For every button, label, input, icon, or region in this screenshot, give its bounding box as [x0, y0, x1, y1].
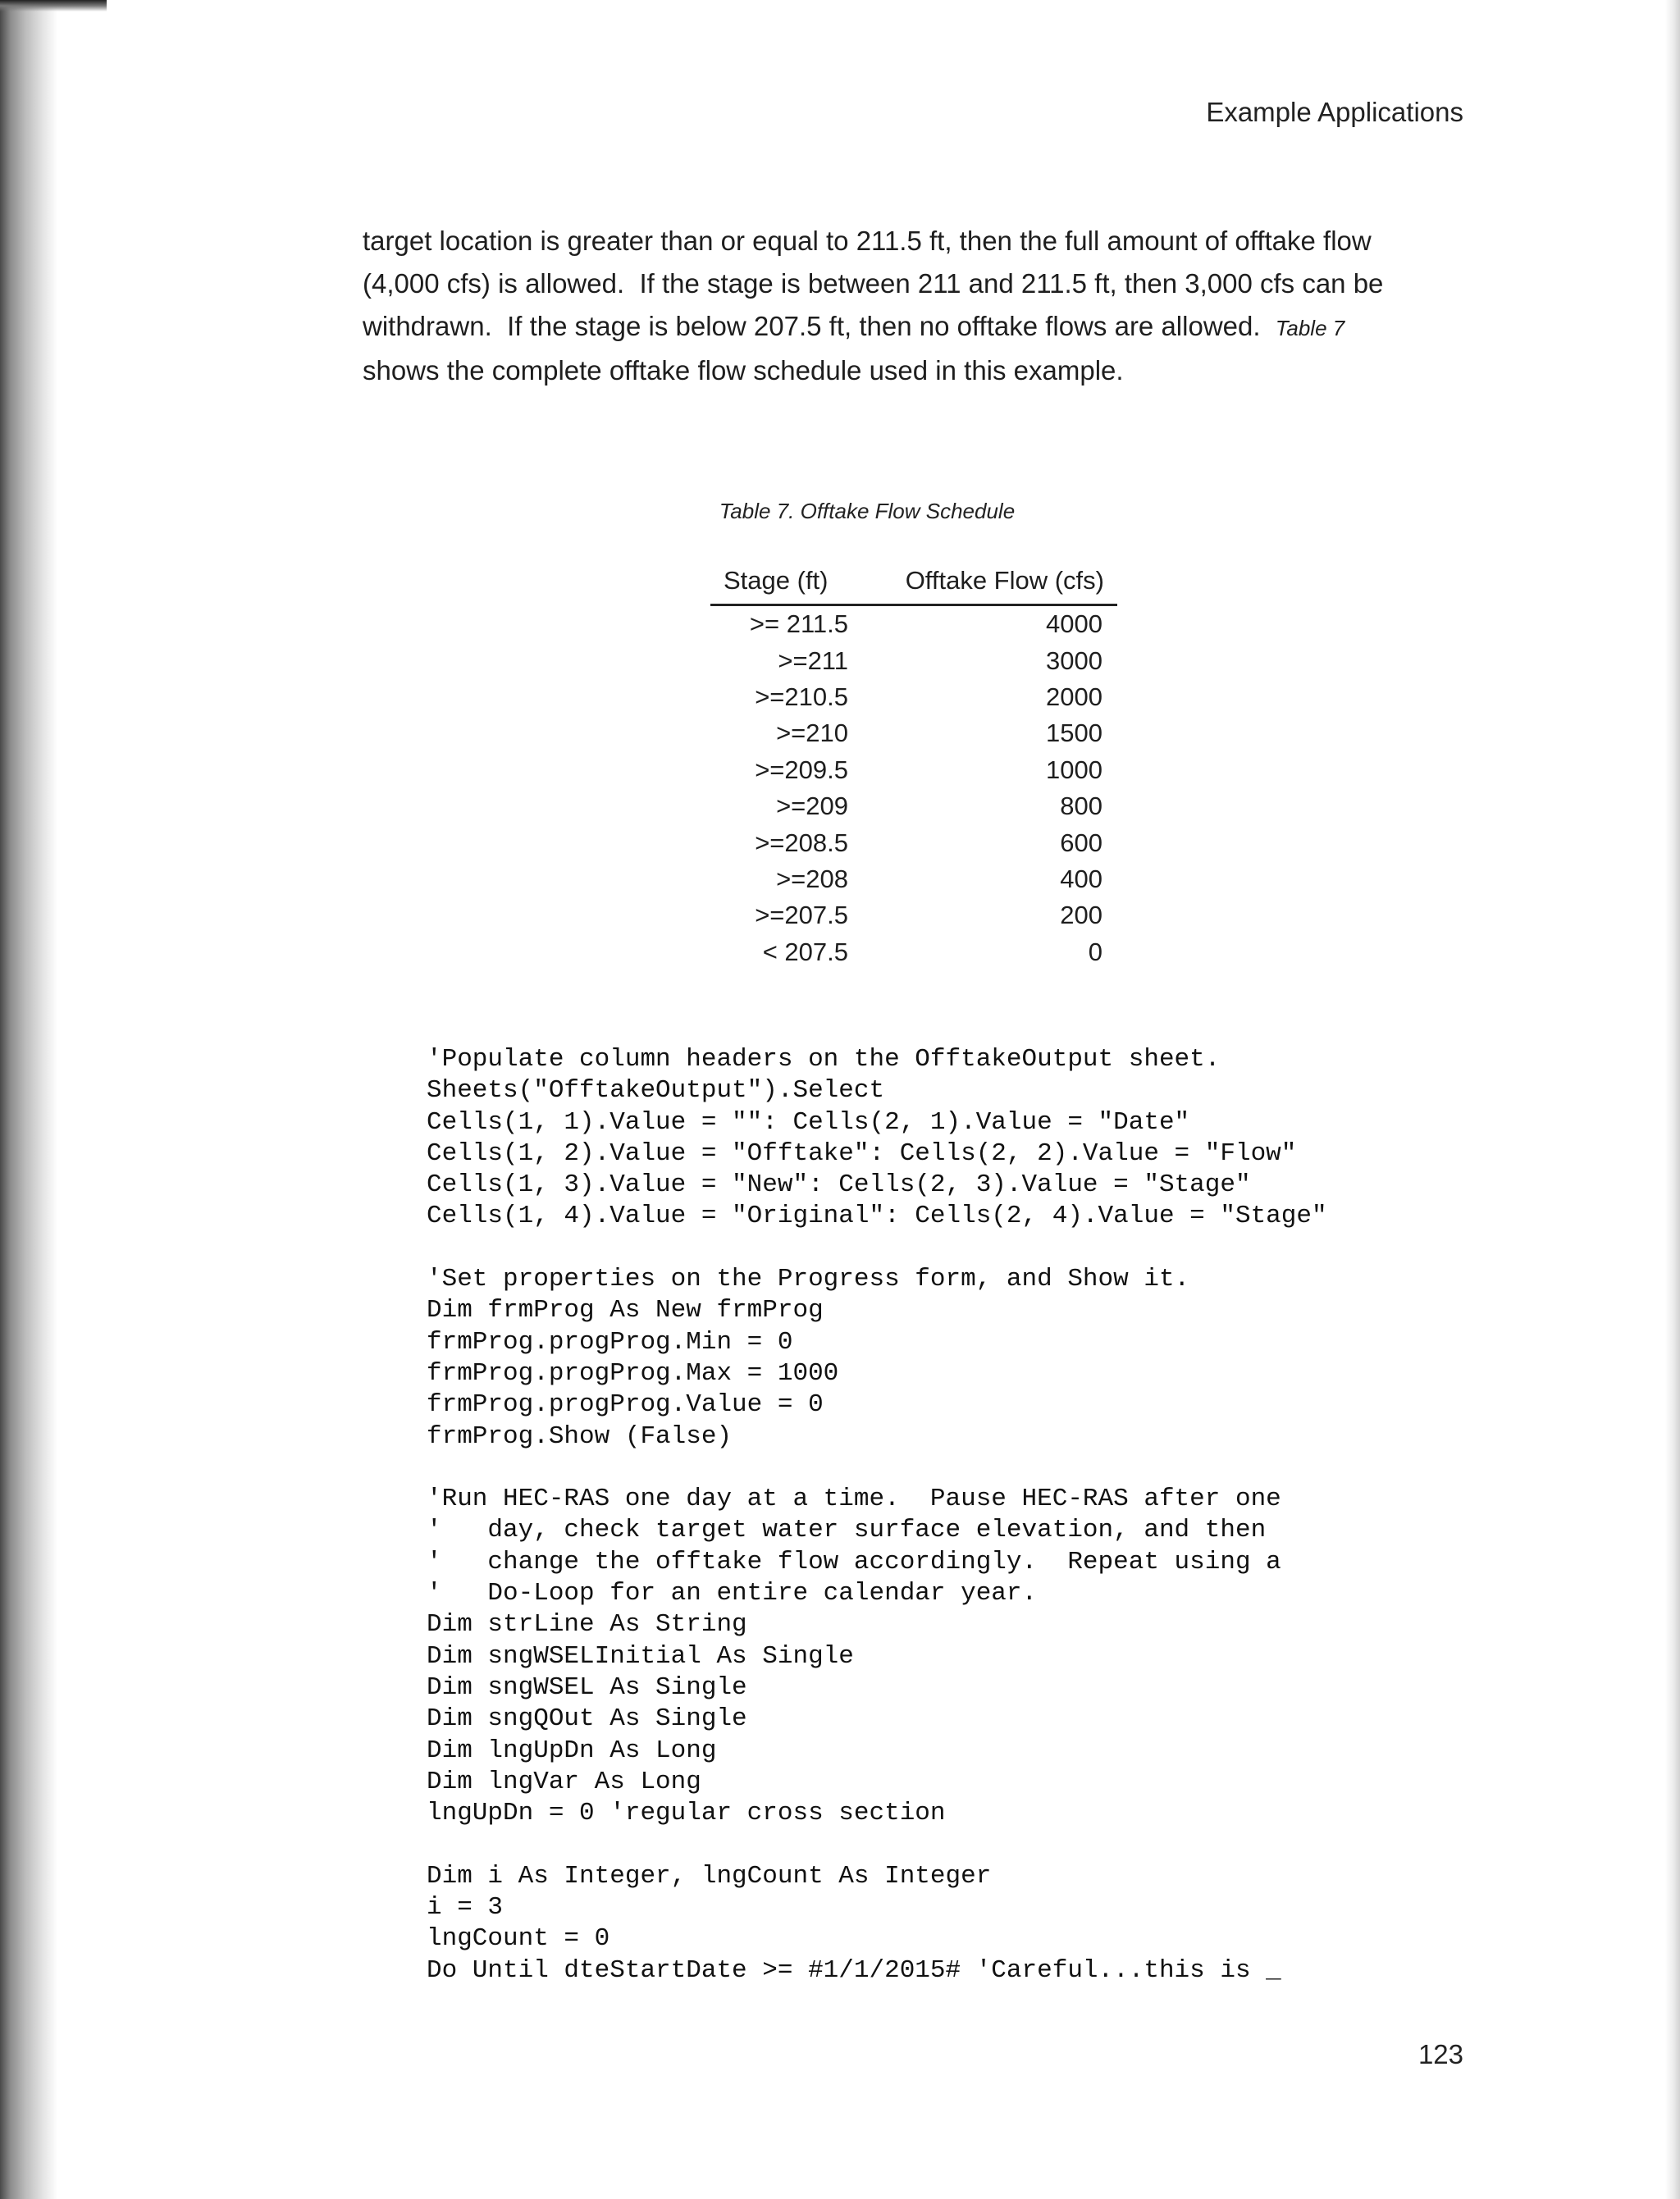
code-line: Cells(1, 1).Value = "": Cells(2, 1).Value = "Date"	[427, 1107, 1190, 1137]
paragraph-line	[363, 305, 1462, 349]
offtake-flow-table	[710, 558, 1117, 970]
flow-cell: 1000	[1046, 755, 1102, 784]
code-line	[427, 1453, 1327, 1484]
table-caption: Table 7. Offtake Flow Schedule	[719, 499, 1016, 523]
stage-cell: >=208.5	[755, 828, 848, 857]
flow-cell: 200	[1060, 901, 1102, 930]
code-line: Cells(1, 2).Value = "Offtake": Cells(2, 2).Value = "Flow"	[427, 1138, 1297, 1168]
flow-cell: 800	[1060, 792, 1102, 821]
stage-cell: >=210	[776, 719, 848, 748]
table-row	[710, 788, 1117, 824]
running-head: Example Applications	[1206, 97, 1463, 127]
code-line: 'Run HEC-RAS one day at a time. Pause HEC-RAS after one	[427, 1485, 1281, 1514]
code-line: Cells(1, 4).Value = "Original": Cells(2, 4).Value = "Stage"	[427, 1202, 1327, 1231]
code-line: 'Set properties on the Progress form, and Show it.	[427, 1265, 1190, 1294]
code-line: Dim frmProg As New frmProg	[427, 1296, 824, 1325]
table-row	[710, 934, 1117, 970]
code-line: 'Populate column headers on the OfftakeOutput sheet.	[427, 1045, 1221, 1074]
flow-cell: 400	[1060, 864, 1102, 893]
stage-cell: >=211	[778, 646, 848, 675]
code-line: Cells(1, 3).Value = "New": Cells(2, 3).Value = "Stage"	[427, 1170, 1251, 1200]
code-line: ' day, check target water surface elevation, and then	[427, 1516, 1267, 1545]
code-line: ' Do-Loop for an entire calendar year.	[427, 1579, 1038, 1608]
flow-cell: 4000	[1046, 609, 1102, 639]
code-line	[427, 1829, 1327, 1860]
stage-cell: >= 211.5	[749, 609, 848, 639]
stage-cell: >=209	[776, 792, 848, 821]
table-row	[710, 679, 1117, 715]
code-line: Do Until dteStartDate >= #1/1/2015# 'Careful...this is _	[427, 1955, 1281, 1985]
code-line: ' change the offtake flow accordingly. Repeat using a	[427, 1547, 1281, 1576]
page-number: 123	[1418, 2039, 1463, 2069]
code-line	[427, 1233, 1327, 1264]
code-line: i = 3	[427, 1893, 504, 1923]
code-line: Dim sngWSEL As Single	[427, 1672, 747, 1702]
paragraph-line: shows the complete offtake flow schedule used in this example.	[363, 355, 1124, 386]
table-reference: Table 7	[1275, 316, 1345, 340]
code-line: lngCount = 0	[427, 1924, 610, 1954]
table-row	[710, 824, 1117, 860]
code-line: frmProg.progProg.Value = 0	[427, 1390, 824, 1420]
table-row	[710, 642, 1117, 678]
table-row	[710, 715, 1117, 751]
column-header-stage: Stage (ft)	[710, 558, 879, 605]
code-line: Dim lngVar As Long	[427, 1767, 701, 1796]
paragraph-line-text: withdrawn. If the stage is below 207.5 ft, then no offtake flows are allowed.	[363, 311, 1276, 341]
table-row	[710, 861, 1117, 897]
code-line: lngUpDn = 0 'regular cross section	[427, 1799, 946, 1828]
code-line: Dim sngQOut As Single	[427, 1704, 747, 1734]
paragraph-line: (4,000 cfs) is allowed. If the stage is between 211 and 211.5 ft, then 3,000 cfs can be	[363, 268, 1384, 299]
binding-shadow	[0, 0, 57, 2199]
code-listing	[427, 1044, 1327, 1987]
flow-cell: 0	[1088, 937, 1102, 966]
code-line: Dim strLine As String	[427, 1610, 747, 1640]
code-line: frmProg.Show (False)	[427, 1421, 733, 1451]
table-header-row	[710, 558, 1117, 605]
column-header-flow: Offtake Flow (cfs)	[879, 558, 1117, 605]
code-line: frmProg.progProg.Max = 1000	[427, 1358, 839, 1388]
code-line: Dim sngWSELInitial As Single	[427, 1641, 854, 1671]
flow-cell: 600	[1060, 828, 1102, 857]
stage-cell: >=207.5	[755, 901, 848, 930]
table-row	[710, 897, 1117, 933]
paragraph-line: target location is greater than or equal to 211.5 ft, then the full amount of offtake flow	[363, 226, 1372, 256]
code-line: frmProg.progProg.Min = 0	[427, 1327, 793, 1357]
stage-cell: >=208	[776, 864, 848, 893]
stage-cell: < 207.5	[762, 937, 848, 966]
table-row	[710, 752, 1117, 788]
flow-cell: 1500	[1046, 719, 1102, 748]
page-edge	[1665, 0, 1680, 2199]
table-body	[710, 605, 1117, 970]
flow-cell: 2000	[1046, 682, 1102, 711]
flow-cell: 3000	[1046, 646, 1102, 675]
scan-corner-shadow	[0, 0, 107, 11]
code-line: Dim lngUpDn As Long	[427, 1736, 717, 1765]
body-paragraph	[363, 220, 1462, 392]
code-line: Sheets("OfftakeOutput").Select	[427, 1076, 885, 1106]
table-row	[710, 605, 1117, 643]
code-line: Dim i As Integer, lngCount As Integer	[427, 1861, 992, 1891]
stage-cell: >=209.5	[755, 755, 848, 784]
stage-cell: >=210.5	[755, 682, 848, 711]
